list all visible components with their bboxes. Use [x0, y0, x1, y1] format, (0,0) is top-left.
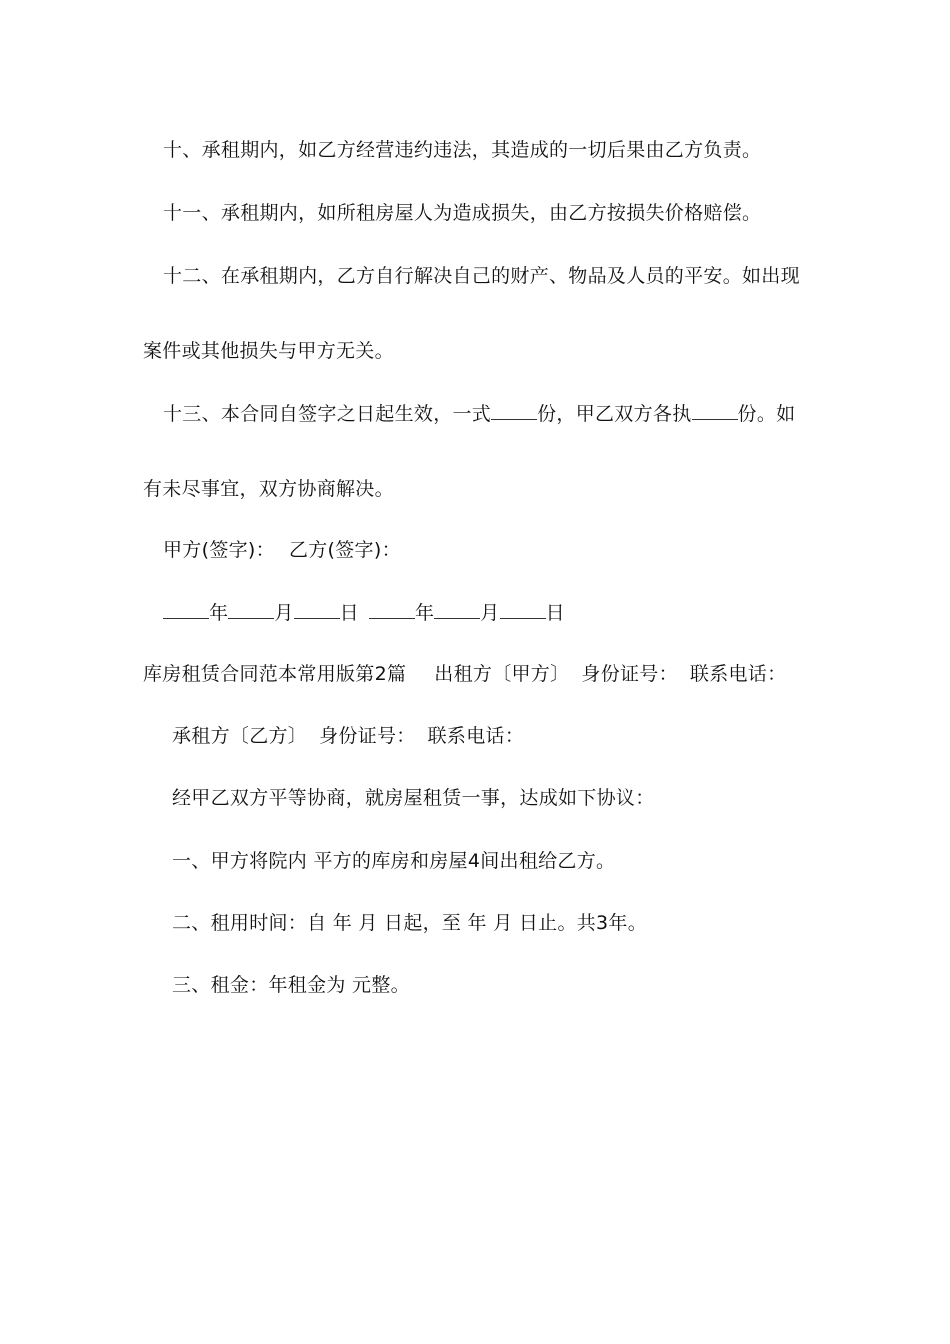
lessee-label: 承租方〔乙方〕 — [172, 725, 308, 747]
date-b-month-blank — [434, 600, 480, 619]
lessee-id-label: 身份证号： — [319, 725, 416, 747]
contract-2-header — [143, 662, 786, 686]
clause-12-line-1: 十二、在承租期内，乙方自行解决自己的财产、物品及人员的平安。如出现 — [163, 265, 800, 287]
lessor-id-label: 身份证号： — [581, 663, 678, 685]
signature-labels — [163, 538, 401, 562]
date-b-day-blank — [500, 600, 546, 619]
clause-13-line-2: 有未尽事宜，双方协商解决。 — [143, 478, 394, 500]
party-a-signature-label: 甲方(签字)： — [163, 539, 275, 561]
contract-2-item-2: 二、租用时间：自 年 月 日起，至 年 月 日止。共3年。 — [172, 912, 648, 934]
clause-13-text-2: 份，甲乙双方各执 — [537, 403, 692, 425]
date-a-day-label: 日 — [339, 602, 359, 624]
party-b-signature-label: 乙方(签字)： — [288, 539, 401, 561]
date-b-day-label: 日 — [545, 602, 565, 624]
date-b-month-label: 月 — [480, 602, 500, 624]
copies-each-blank — [692, 401, 738, 420]
clause-12-line-2: 案件或其他损失与甲方无关。 — [143, 340, 394, 362]
contract-2-heading: 库房租赁合同范本常用版第2篇 — [143, 663, 407, 685]
lessor-label: 出租方〔甲方〕 — [434, 663, 570, 685]
clause-13-line-1 — [163, 401, 795, 426]
date-b-year-label: 年 — [414, 602, 435, 624]
date-b-year-blank — [369, 600, 415, 619]
date-a-year-blank — [163, 600, 209, 619]
date-a-day-blank — [294, 600, 340, 619]
copies-total-blank — [491, 401, 537, 420]
clause-10: 十、承租期内，如乙方经营违约违法，其造成的一切后果由乙方负责。 — [163, 139, 762, 161]
date-a-month-label: 月 — [274, 602, 294, 624]
signature-dates — [163, 600, 565, 625]
contract-2-item-3: 三、租金：年租金为 元整。 — [172, 974, 410, 996]
date-a-month-blank — [228, 600, 274, 619]
clause-13-text-1: 十三、本合同自签字之日起生效，一式 — [163, 403, 492, 425]
contract-2-intro: 经甲乙双方平等协商，就房屋租赁一事，达成如下协议： — [172, 787, 655, 809]
clause-11: 十一、承租期内，如所租房屋人为造成损失，由乙方按损失价格赔偿。 — [163, 202, 762, 224]
clause-13-text-3: 份。如 — [737, 403, 796, 425]
date-a-year-label: 年 — [209, 602, 229, 624]
lessor-phone-label: 联系电话： — [689, 663, 787, 685]
lessee-phone-label: 联系电话： — [427, 725, 525, 747]
lessee-line — [172, 724, 524, 748]
contract-2-item-1: 一、甲方将院内 平方的库房和房屋4间出租给乙方。 — [172, 850, 616, 872]
